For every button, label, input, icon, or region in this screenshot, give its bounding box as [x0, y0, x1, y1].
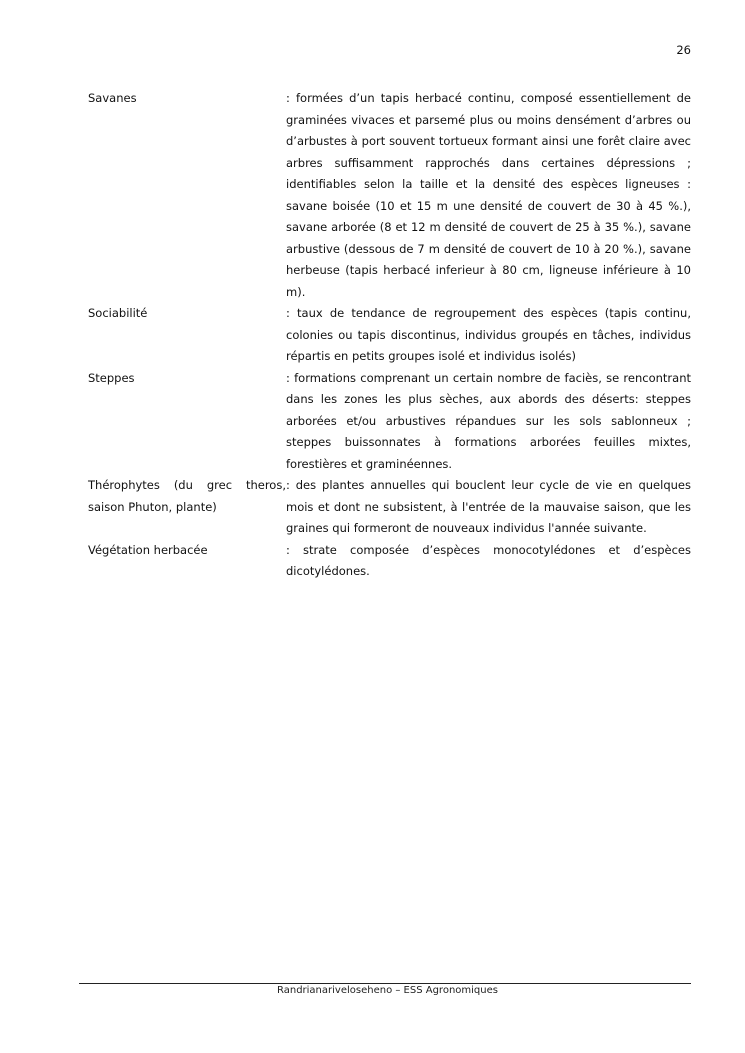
glossary-entry-sociabilite: [88, 303, 691, 368]
glossary-list: [88, 88, 691, 583]
glossary-entry-vegetation-herbacee: [88, 540, 691, 583]
glossary-definition: : taux de tendance de regroupement des espèces (tapis continu, colonies ou tapis discontinus, individus groupés en tâches, individus répartis en petits groupes isolé et individus isolés): [286, 306, 691, 363]
glossary-definition: : formées d’un tapis herbacé continu, composé essentiellement de graminées vivaces et parsemé plus ou moins densément d’arbres ou d’arbustes à port souvent tortueux formant ainsi une forêt claire avec arbres suffisamment rapprochés dans certaines dépressions ; identifiables selon la taille et la densité des espèces ligneuses : savane boisée (10 et 15 m une densité de couvert de 30 à 45 %.), savane arborée (8 et 12 m densité de couvert de 25 à 35 %.), savane arbustive (dessous de 7 m densité de couvert de 10 à 20 %.), savane herbeuse (tapis herbacé inferieur à 80 cm, ligneuse inférieure à 10 m).: [286, 91, 691, 299]
glossary-definition: : formations comprenant un certain nombre de faciès, se rencontrant dans les zones les plus sèches, aux abords des déserts: steppes arborées et/ou arbustives répandues sur les sols sablonneux ; steppes buissonnates à formations arborées feuilles mixtes, forestières et graminéennes.: [286, 370, 691, 471]
footer-text: Randrianariveloseheno – ESS Agronomiques: [277, 985, 498, 996]
glossary-term: Savanes: [88, 91, 137, 105]
page-number: 26: [676, 43, 691, 57]
glossary-entry-steppes: [88, 368, 691, 476]
footer-divider: [79, 983, 691, 984]
glossary-entry-savanes: [88, 88, 691, 303]
glossary-term: Sociabilité: [88, 306, 148, 320]
glossary-term: Végétation herbacée: [88, 542, 208, 557]
glossary-term: Steppes: [88, 370, 135, 385]
glossary-definition: : strate composée d’espèces monocotylédones et d’espèces dicotylédones.: [286, 542, 691, 578]
glossary-definition: : des plantes annuelles qui bouclent leur cycle de vie en quelques mois et dont ne subsistent, à l'entrée de la mauvaise saison, que les graines qui formeront de nouveaux individus l'année suivante.: [286, 478, 691, 535]
glossary-entry-therophytes: [88, 475, 691, 540]
glossary-term: Thérophytes (du grec theros, saison Phuton, plante): [88, 478, 286, 514]
